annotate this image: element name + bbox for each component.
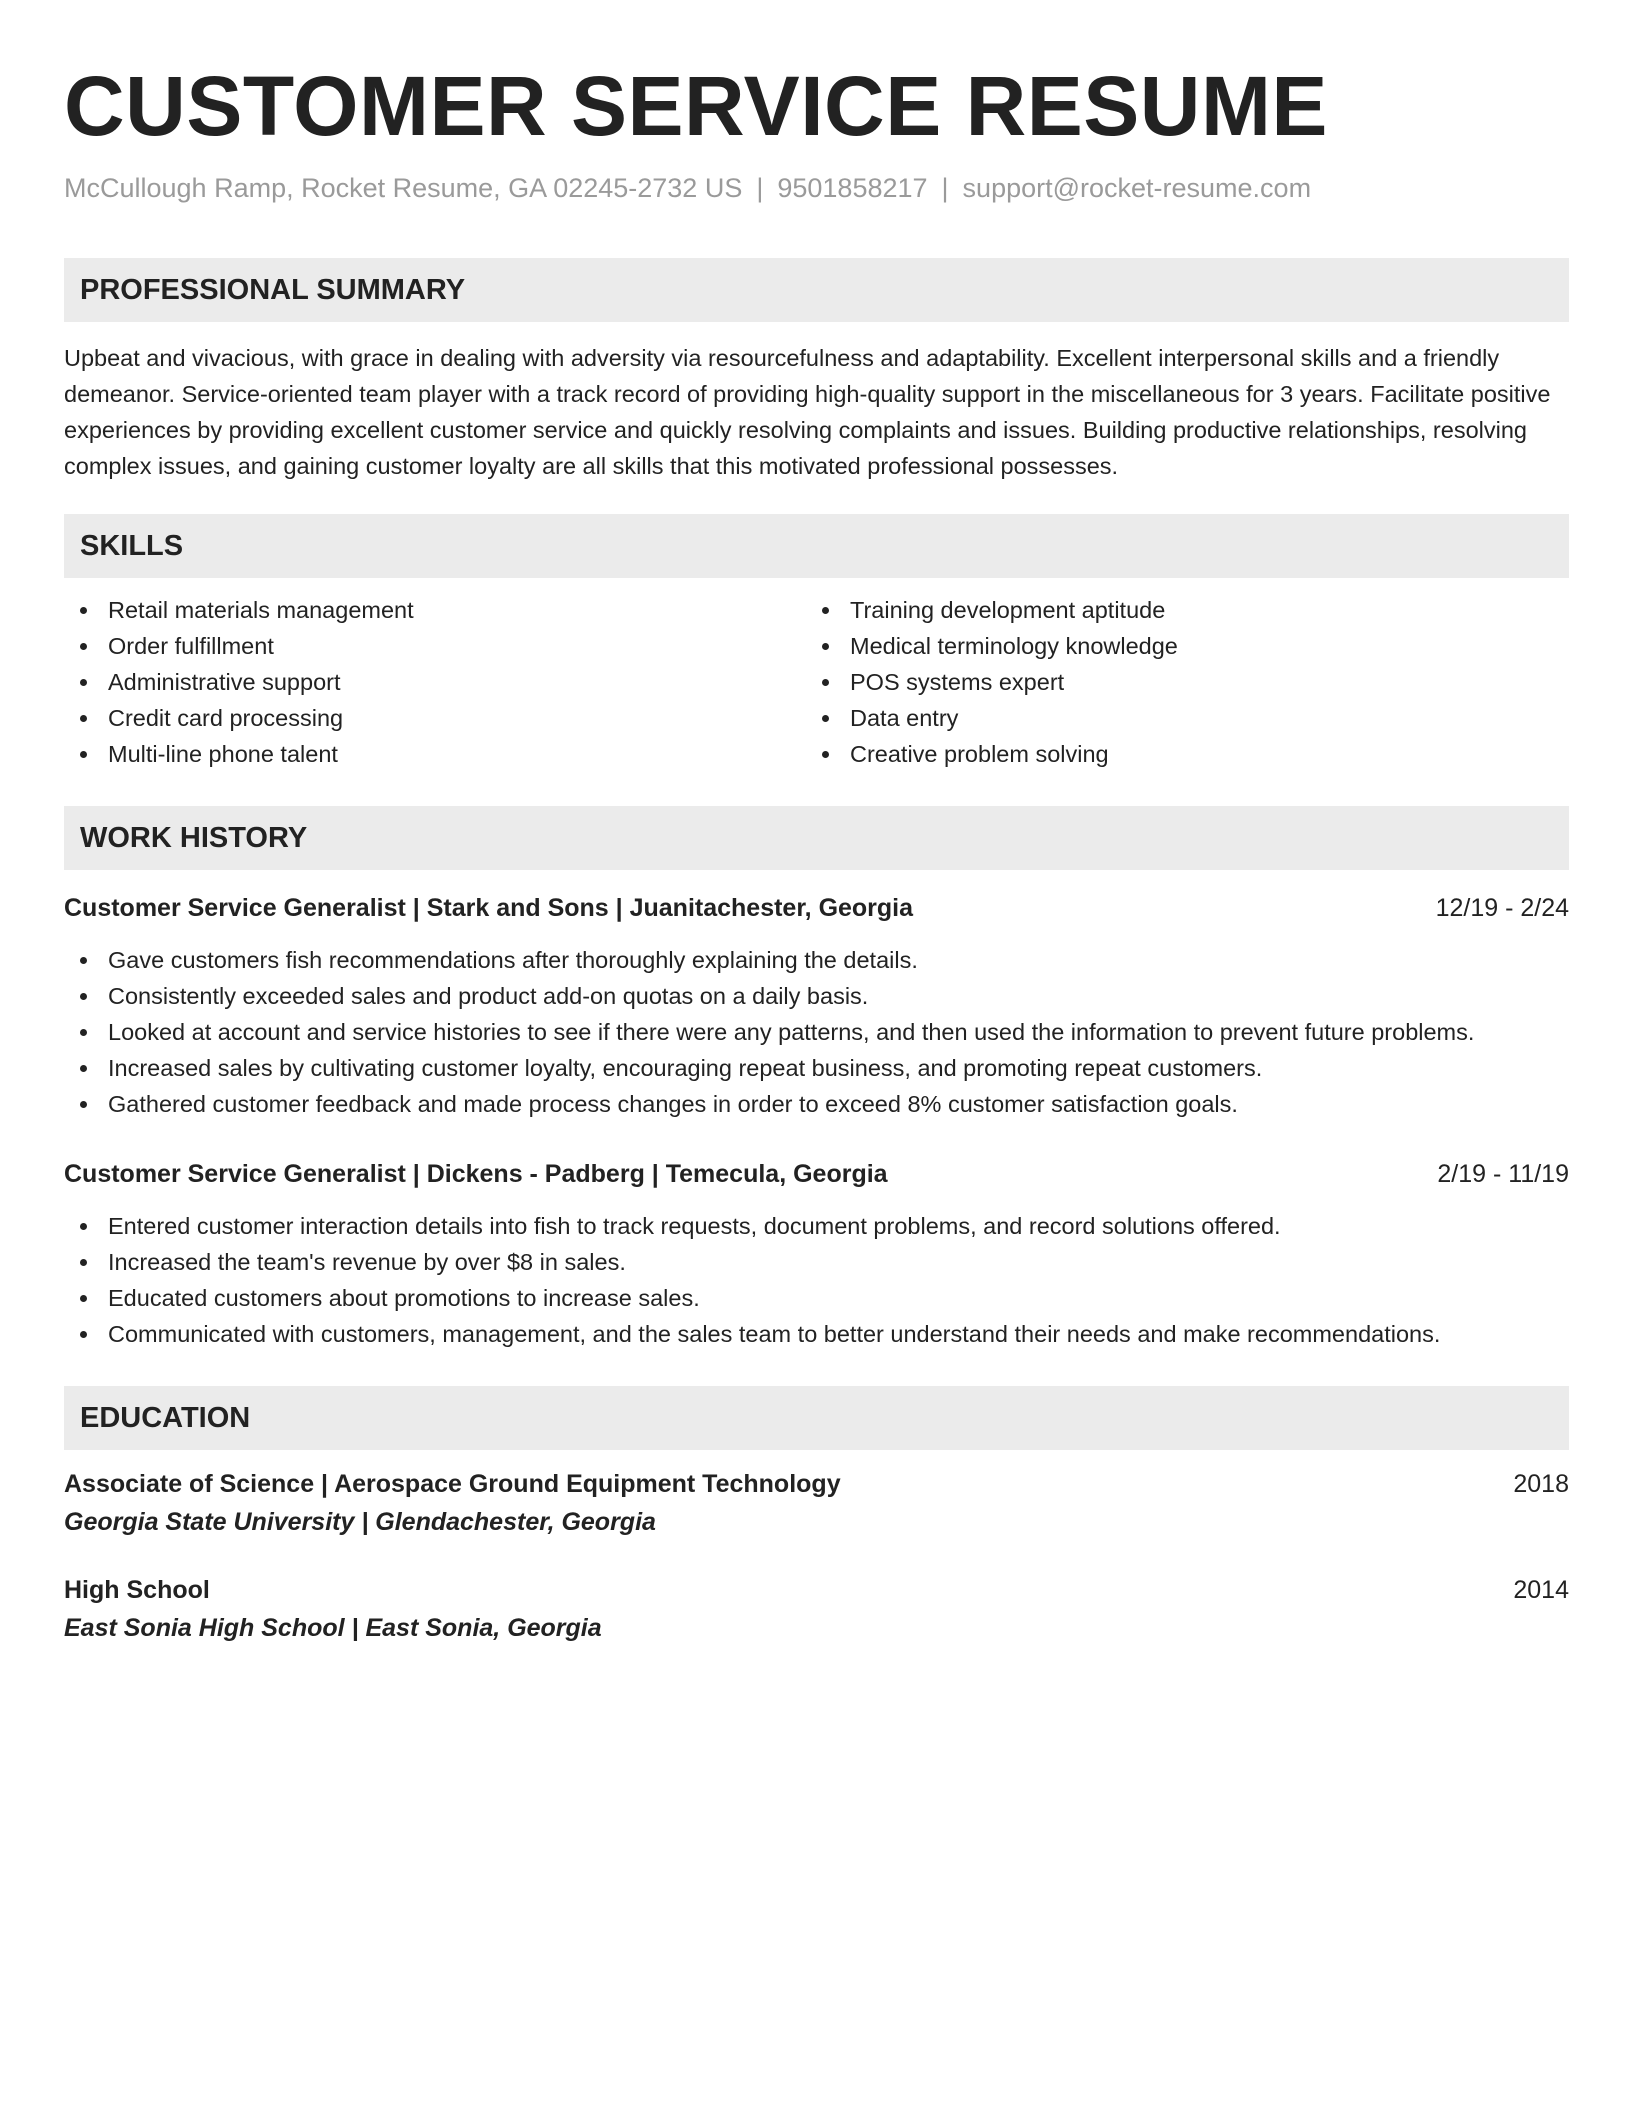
education-year: 2014 [1513, 1576, 1569, 1604]
job-bullet: Gave customers fish recommendations after thoroughly explaining the details. [64, 942, 1569, 978]
job-header [64, 890, 1569, 926]
summary-text: Upbeat and vivacious, with grace in dealing with adversity via resourcefulness and adaptability. Excellent interpersonal skills and a friendly demeanor. Service-oriented team player with a track record of providing high-quality support in the miscellaneous for 3 years. Facilitate positive experiences by providing excellent customer service and quickly resolving complaints and issues. Building productive relationships, resolving complex issues, and gaining customer loyalty are all skills that this motivated professional possesses. [64, 345, 1551, 479]
skill-item: Medical terminology knowledge [806, 628, 1548, 664]
section-heading-work-history: WORK HISTORY [64, 806, 1569, 870]
skill-item: Data entry [806, 700, 1548, 736]
job-bullets [64, 942, 1569, 1122]
education-entry [64, 1466, 1569, 1540]
skill-item: POS systems expert [806, 664, 1548, 700]
skill-item: Training development aptitude [806, 592, 1548, 628]
skills-column-right [806, 592, 1548, 772]
skill-item: Creative problem solving [806, 736, 1548, 772]
skill-item: Administrative support [64, 664, 806, 700]
education-entry [64, 1572, 1569, 1646]
job-entry [64, 890, 1569, 1122]
education-school: East Sonia High School | East Sonia, Georgia [64, 1614, 602, 1642]
skill-item: Multi-line phone talent [64, 736, 806, 772]
education-header [64, 1572, 1569, 1608]
skill-item: Retail materials management [64, 592, 806, 628]
skill-item: Order fulfillment [64, 628, 806, 664]
contact-address: McCullough Ramp, Rocket Resume, GA 02245-2732 US [64, 173, 743, 203]
job-bullet: Increased the team's revenue by over $8 in sales. [64, 1244, 1569, 1280]
skill-item: Credit card processing [64, 700, 806, 736]
education-school: Georgia State University | Glendachester, Georgia [64, 1508, 656, 1536]
education-year: 2018 [1513, 1470, 1569, 1498]
contact-line [64, 170, 1569, 206]
education-header [64, 1466, 1569, 1502]
job-dates: 12/19 - 2/24 [1435, 894, 1569, 922]
contact-separator: | [941, 173, 949, 203]
job-bullet: Entered customer interaction details into fish to track requests, document problems, and record solutions offered. [64, 1208, 1569, 1244]
skills-column-left [64, 592, 806, 772]
job-title: Customer Service Generalist | Dickens - Padberg | Temecula, Georgia [64, 1160, 888, 1188]
contact-phone[interactable]: 9501858217 [777, 173, 928, 203]
job-bullet: Increased sales by cultivating customer loyalty, encouraging repeat business, and promoting repeat customers. [64, 1050, 1569, 1086]
job-bullet: Looked at account and service histories to see if there were any patterns, and then used the information to prevent future problems. [64, 1014, 1569, 1050]
job-bullet: Communicated with customers, management, and the sales team to better understand their needs and make recommendations. [64, 1316, 1569, 1352]
job-bullet: Consistently exceeded sales and product add-on quotas on a daily basis. [64, 978, 1569, 1014]
job-bullet: Gathered customer feedback and made process changes in order to exceed 8% customer satisfaction goals. [64, 1086, 1569, 1122]
resume-title: CUSTOMER SERVICE RESUME [64, 59, 1328, 153]
job-entry [64, 1156, 1569, 1352]
job-bullets [64, 1208, 1569, 1352]
section-heading-education: EDUCATION [64, 1386, 1569, 1450]
contact-email[interactable]: support@rocket-resume.com [962, 173, 1312, 203]
job-dates: 2/19 - 11/19 [1437, 1160, 1569, 1188]
job-title: Customer Service Generalist | Stark and Sons | Juanitachester, Georgia [64, 894, 914, 922]
contact-separator: | [756, 173, 764, 203]
section-heading-skills: SKILLS [64, 514, 1569, 578]
job-header [64, 1156, 1569, 1192]
resume-page [64, 56, 1569, 1646]
job-bullet: Educated customers about promotions to increase sales. [64, 1280, 1569, 1316]
skills-list [64, 592, 1569, 772]
education-degree: Associate of Science | Aerospace Ground Equipment Technology [64, 1470, 841, 1498]
section-heading-summary: PROFESSIONAL SUMMARY [64, 258, 1569, 322]
education-degree: High School [64, 1576, 210, 1604]
